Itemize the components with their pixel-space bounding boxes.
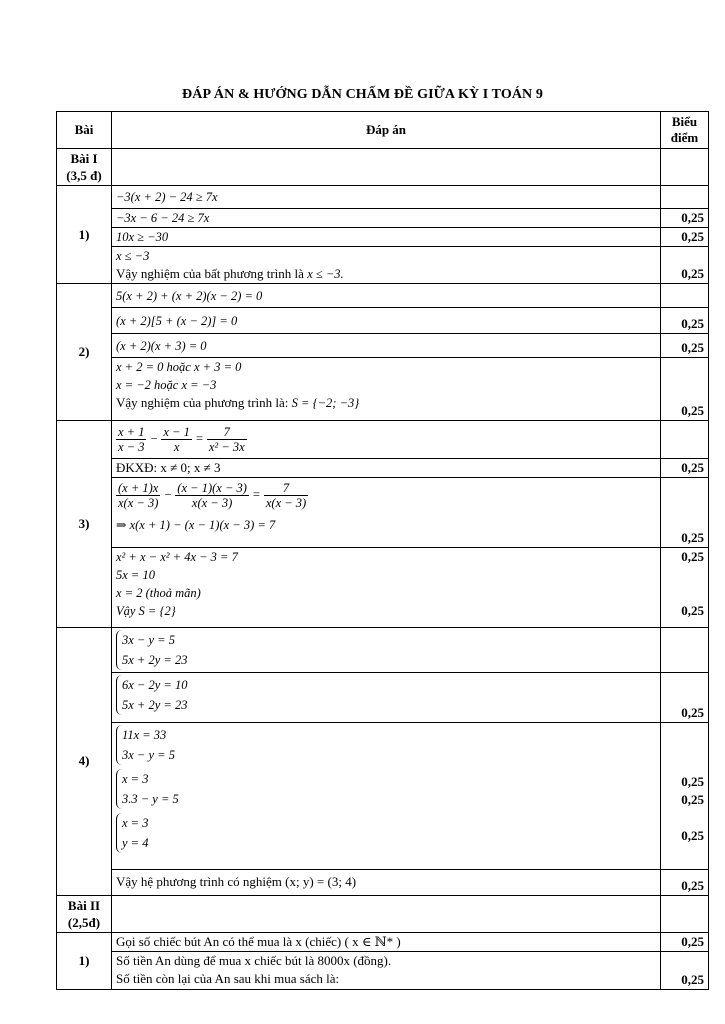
math-step: 10x ≥ −30: [112, 228, 661, 247]
score-group: 0,25 0,25 0,25: [661, 767, 709, 869]
question-label: 1): [57, 932, 112, 989]
score: 0,25: [661, 358, 709, 421]
question-label: 3): [57, 421, 112, 628]
math-step-group: x ≤ −3 Vậy nghiệm của bất phương trình là x ≤ −3.: [112, 247, 661, 284]
score: 0,25: [661, 673, 709, 723]
fraction-equation: $\frac{x + 1}{x - 3}$ − $\frac{x - 1}{x}$ = $\frac{7}{\text{x² − 3x}}$: [112, 421, 661, 459]
math-step: −3x − 6 − 24 ≥ 7x: [112, 209, 661, 228]
header-dap-an: Đáp án: [112, 112, 661, 149]
score: 0,25: [661, 459, 709, 478]
score: 0,25: [661, 478, 709, 548]
equation-system: 3x − y = 5 5x + 2y = 23: [112, 628, 661, 673]
score: 0,25: [661, 247, 709, 284]
score-group: 0,25 0,25: [661, 548, 709, 628]
question-label: 2): [57, 284, 112, 421]
section-bai-1: Bài I (3,5 đ): [57, 149, 112, 186]
score: 0,25: [661, 951, 709, 989]
math-step-group: x² + x − x² + 4x − 3 = 7 5x = 10 x = 2 (thoả mãn) Vậy S = {2}: [112, 548, 661, 628]
dkxd: ĐKXĐ: x ≠ 0; x ≠ 3: [112, 459, 661, 478]
header-bieu-diem: Biểu điểm: [661, 112, 709, 149]
math-step: −3(x + 2) − 24 ≥ 7x: [112, 186, 661, 209]
math-step: 5(x + 2) + (x + 2)(x − 2) = 0: [112, 284, 661, 308]
score: 0,25: [661, 228, 709, 247]
math-step: (x + 2)(x + 3) = 0: [112, 334, 661, 358]
text-step: Gọi số chiếc bút An có thể mua là x (chiếc) ( x ∈ ℕ* ): [112, 932, 661, 951]
score: 0,25: [661, 932, 709, 951]
math-step-group: x + 2 = 0 hoặc x + 3 = 0 x = −2 hoặc x = −3 Vậy nghiệm của phương trình là: S = {−2; −3}: [112, 358, 661, 421]
question-label: 1): [57, 186, 112, 284]
conclusion: Vậy hệ phương trình có nghiệm (x; y) = (3; 4): [112, 869, 661, 895]
math-step: (x + 2)[5 + (x − 2)] = 0: [112, 308, 661, 334]
section-bai-2: Bài II (2,5đ): [57, 895, 112, 932]
score: 0,25: [661, 209, 709, 228]
header-bai: Bài: [57, 112, 112, 149]
question-label: 4): [57, 628, 112, 896]
answer-table: [56, 111, 709, 990]
equation-system: 6x − 2y = 10 5x + 2y = 23: [112, 673, 661, 723]
score: 0,25: [661, 869, 709, 895]
score: 0,25: [661, 308, 709, 334]
equation-system: x = 3 3.3 − y = 5 x = 3 y = 4: [112, 767, 661, 869]
math-step-group: $\frac{(x + 1)x}{x(x - 3)}$ − $\frac{(x - 1)(x - 3)}{x(x - 3)}$ = $\frac{7}{x(x - 3)}$ ⇒ x(x + 1) − (x − 1)(x − 3) = 7: [112, 478, 661, 548]
text-step-group: Số tiền An dùng để mua x chiếc bút là 8000x (đồng). Số tiền còn lại của An sau khi mua sách là:: [112, 951, 661, 989]
score: 0,25: [661, 334, 709, 358]
equation-system: 11x = 33 3x − y = 5: [112, 723, 661, 768]
page-title: ĐÁP ÁN & HƯỚNG DẪN CHẤM ĐỀ GIỮA KỲ I TOÁN 9: [182, 87, 543, 102]
